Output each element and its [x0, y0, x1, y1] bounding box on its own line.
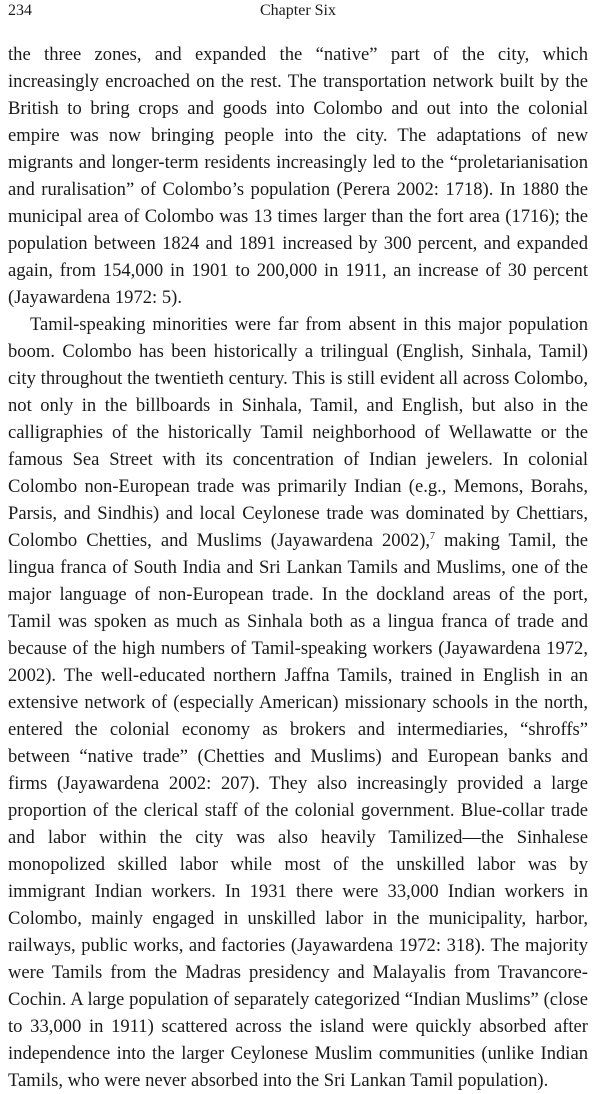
paragraph-text-after-note: making Tamil, the lingua franca of South India and Sri Lankan Tamils and Muslims, one of the major language of non-European trade. In the dockland areas of the port, Tamil was spoken as much as Sinhala both as a lingua franca of trade and because of the high numbers of Tamil-speaking workers (Jayawardena 1972, 2002). The well-educated northern Jaffna Tamils, trained in English in an extensive network of (especially American) missionary schools in the north, entered the colonial economy as brokers and intermediaries, “shroffs” between “native trade” (Chetties and Muslims) and European banks and firms (Jayawardena 2002: 207). They also increasingly provided a large proportion of the clerical staff of the colonial government. Blue-collar trade and labor within the city was also heavily Tamilized—the Sinhalese monopolized skilled labor while most of the unskilled labor was by immigrant Indian workers. In 1931 there were 33,000 Indian workers in Colombo, mainly engaged in unskilled labor in the municipality, harbor, railways, public works, and factories (Jayawardena 1972: 318). The majority were Tamils from the Madras presidency and Malayalis from Travancore-Cochin. A large population of separately categorized “Indian Muslims” (close to 33,000 in 1911) scattered across the island were quickly absorbed after independence into the larger Ceylonese Muslim communities (unlike Indian Tamils, who were never absorbed into the Sri Lankan Tamil population).: [8, 530, 588, 1091]
page-number: 234: [8, 2, 32, 19]
paragraph-continued: the three zones, and expanded the “native” part of the city, which increasingly encroached on the rest. The transportation network built by the British to bring crops and goods into Colombo and out into the colonial empire was now bringing people into the city. The adaptations of new migrants and longer-term residents increasingly led to the “proletarianisation and ruralisation” of Colombo’s population (Perera 2002: 1718). In 1880 the municipal area of Colombo was 13 times larger than the fort area (1716); the population between 1824 and 1891 increased by 300 percent, and expanded again, from 154,000 in 1901 to 200,000 in 1911, an increase of 30 percent (Jayawardena 1972: 5).: [8, 44, 588, 308]
paragraph-tamil-speaking-minorities: [8, 311, 588, 1094]
body-text: [8, 41, 588, 1094]
footnote-marker[interactable]: 7: [430, 531, 436, 542]
running-head: [8, 2, 588, 24]
chapter-title: Chapter Six: [260, 2, 336, 19]
paragraph-text-before-note: Tamil-speaking minorities were far from absent in this major population boom. Colombo has been historically a trilingual (English, Sinhala, Tamil) city throughout the twentieth century. This is still evident all across Colombo, not only in the billboards in Sinhala, Tamil, and English, but also in the calligraphies of the historically Tamil neighborhood of Wellawatte or the famous Sea Street with its concentration of Indian jewelers. In colonial Colombo non-European trade was primarily Indian (e.g., Memons, Borahs, Parsis, and Sindhis) and local Ceylonese trade was dominated by Chettiars, Colombo Chetties, and Muslims (Jayawardena 2002),: [8, 314, 588, 551]
